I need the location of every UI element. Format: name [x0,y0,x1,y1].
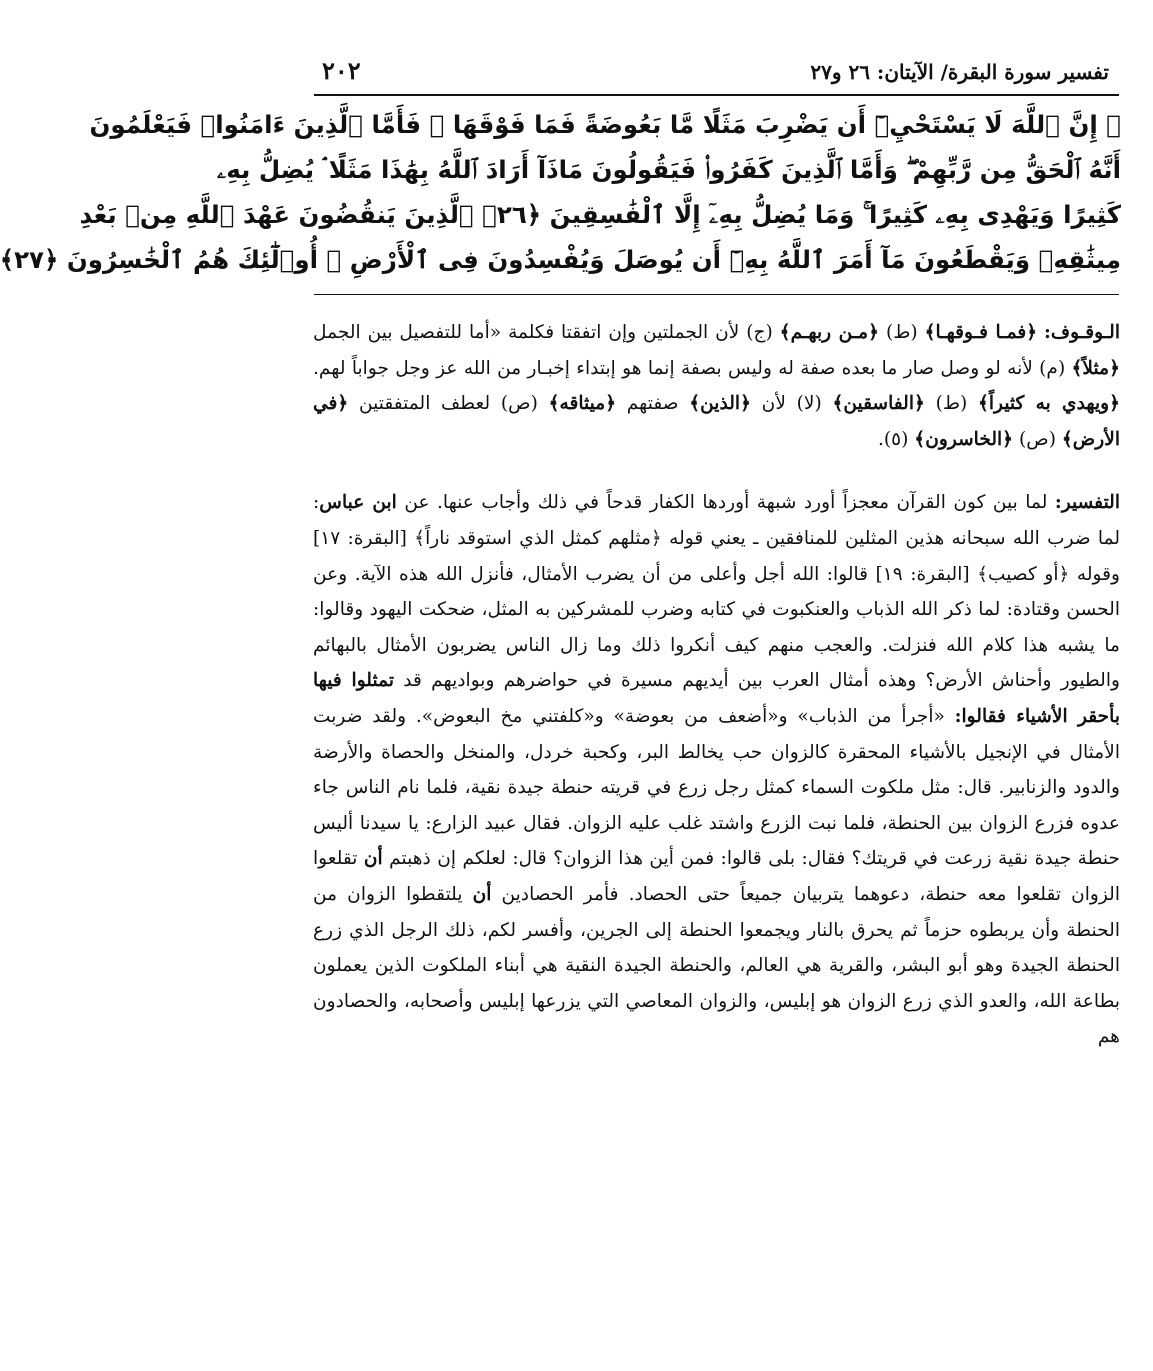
header-divider [314,94,1119,96]
running-header-title: تفسير سورة البقرة/ الآيتان: ٢٦ و٢٧ [810,60,1109,84]
tafsir-segment: لما بين كون القرآن معجزاً أورد شبهة أوردها الكفار قدحاً في ذلك وأجاب عنها. عن [396,492,1055,514]
quran-verse-block [0,102,1123,286]
verse-line: كَثِيرًا وَيَهْدِى بِهِۦ كَثِيرًا ۚ وَمَا يُضِلُّ بِهِۦٓ إِلَّا ٱلْفَٰسِقِينَ ﴿٢٦﴾ ٱلَّذِينَ يَنقُضُونَ عَهْدَ ٱللَّهِ مِنۢ بَعْدِ [79,200,1121,229]
waqf-segment: ﴿ويهدي به كثيراً﴾ [978,393,1120,415]
waqf-paragraph [310,315,1123,457]
waqf-segment: ﴿الخاسرون﴾ [914,428,1014,450]
waqf-segment: (م) لأنه لو وصل صار ما بعده صفة له وليس بصفة إنما هو إبتداء إخبـار من الله عز وجل جواباً لهم. [313,357,1072,379]
tafsir-segment: تقلعوا الزوان تقلعوا معه حنطة، دعوهما يتربيان جميعاً حتى الحصاد. فأمر الحصادين [313,848,1120,905]
waqf-segment: (ط) [879,322,925,343]
waqf-segment: (ص) لعطف المتفقتين [348,393,549,415]
tafsir-segment: أن [472,883,492,905]
running-header [310,56,1123,94]
waqf-segment: ﴿ميثاقه﴾ [548,393,617,415]
tafsir-segment: تمثلوا فيها بأحقر الأشياء فقالوا: [313,670,1120,727]
tafsir-segment: أن [363,848,383,870]
waqf-segment: ﴿فمـا فـوقهـا﴾ [924,322,1038,343]
tafsir-label: التفسير: [1054,492,1121,514]
verse-line: ﴿ إِنَّ ٱللَّهَ لَا يَسْتَحْيِۦٓ أَن يَضْرِبَ مَثَلًا مَّا بَعُوضَةً فَمَا فَوْقَهَا ۚ فَأَمَّا ٱلَّذِينَ ءَامَنُوا۟ فَيَعْلَمُونَ [89,110,1121,139]
waqf-segment: (٥). [877,428,915,450]
tafsir-paragraph [310,485,1123,1055]
waqf-label: الـوقـوف: [1044,322,1120,343]
waqf-segment: (ص) [1013,428,1062,450]
waqf-text [313,322,1120,450]
book-page [0,56,1123,1306]
verse-line: مِيثَٰقِهِۦ وَيَقْطَعُونَ مَآ أَمَرَ ٱللَّهُ بِهِۦٓ أَن يُوصَلَ وَيُفْسِدُونَ فِى ٱلْأَرْضِ ۚ أُو۟لَٰٓئِكَ هُمُ ٱلْخَٰسِرُونَ ﴿٢٧﴾ [0,245,1121,274]
waqf-segment: ﴿مثلاً﴾ [1071,357,1120,379]
verse-divider [314,294,1119,295]
waqf-segment: ﴿الفاسقين﴾ [832,393,925,415]
waqf-segment: ﴿الذين﴾ [689,393,751,415]
waqf-segment: (ط) [924,393,978,415]
waqf-segment: (لا) لأن [750,393,833,415]
waqf-segment: ﴿مـن ربهـم﴾ [779,322,880,343]
verse-line: أَنَّهُ ٱلْحَقُّ مِن رَّبِّهِمْ ۖ وَأَمَّا ٱلَّذِينَ كَفَرُوا۟ فَيَقُولُونَ مَاذَآ أَرَادَ ٱللَّهُ بِهَٰذَا مَثَلًا ۘ يُضِلُّ بِهِۦ [216,155,1121,184]
tafsir-segment: «أجرأ من الذباب» و«أضعف من بعوضة» و«كلفتني مخ البعوض». ولقد ضربت الأمثال في الإنجيل بالأشياء المحقرة كالزوان حب يخالط البر، وكحبة خردل، والمنخل والحصاة والأرضة والدود والزنابير. قال: مثل ملكوت السماء كمثل رجل زرع في قريته حنطة جيدة نقية، فلما نام الناس جاء عدوه فزرع الزوان بين الحنطة، فلما نبت الزرع واشتد غلب عليه الزوان. فقال عبيد الزارع: يا سيدنا أليس حنطة جيدة نقية زرعت في قريتك؟ فقال: بلى قالوا: فمن أين هذا الزوان؟ قال: لعلكم إن ذهبتم [313,705,1120,870]
waqf-segment [1037,322,1044,343]
waqf-segment: ﴿في الأرض﴾ [313,393,1120,450]
page-number: ٢٠٢ [322,56,361,85]
waqf-segment: صفتهم [616,393,690,415]
tafsir-segment: : لما ضرب الله سبحانه هذين المثلين للمنافقين ـ يعني قوله ﴿مثلهم كمثل الذي استوقد ناراً﴾ [البقرة: ١٧] وقوله ﴿أو كصيب﴾ [البقرة: ١٩] قالوا: الله أجل وأعلى من أن يضرب الأمثال، فأنزل الله هذه الآية. وعن الحسن وقتادة: لما ذكر الله الذباب والعنكبوت في كتابه وضرب للمشركين به المثل، ضحكت اليهود وقالوا: ما يشبه هذا كلام الله فنزلت. والعجب منهم كيف أنكروا ذلك وما زال الناس يضربون الأمثال بالبهائم والطيور وأحناش الأرض؟ وهذه أمثال العرب بين أيديهم مسيرة في حواضرهم وبواديهم قد [313,492,1120,692]
tafsir-segment: ابن عباس [319,492,397,514]
waqf-segment: (ج) لأن الجملتين وإن اتفقتا فكلمة «أما للتفصيل بين الجمل [313,322,780,343]
tafsir-text [313,492,1120,1047]
tafsir-segment: يلتقطوا الزوان من الحنطة وأن يربطوه حزماً ثم يحرق بالنار ويجمعوا الحنطة إلى الجرين، وأفسر لكم، ذلك الرجل الذي زرع الحنطة الجيدة وهو أبو البشر، والقرية هي العالم، والحنطة الجيدة النقية هي أبناء الملكوت الذين يعملون بطاعة الله، والعدو الذي زرع الزوان هو إبليس، والزوان المعاصي التي يزرعها إبليس وأصحابه، والحصادون هم [313,883,1120,1048]
